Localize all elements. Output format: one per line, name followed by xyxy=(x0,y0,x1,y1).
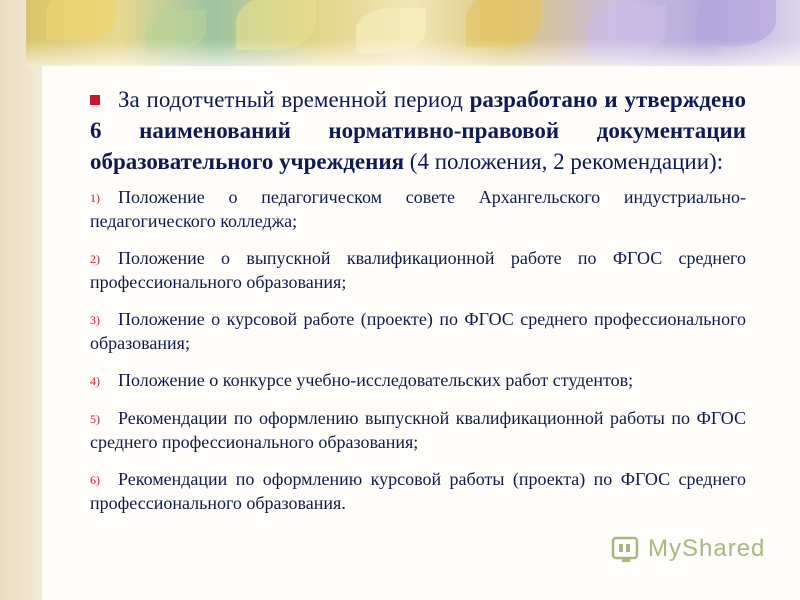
watermark-text: MyShared xyxy=(648,535,766,562)
header-banner xyxy=(26,0,800,66)
list-item xyxy=(90,468,746,515)
list-item-text: Рекомендации по оформлению выпускной квалификационной работы по ФГОС среднего профессионального образования; xyxy=(90,408,746,452)
list-item-text: Положение о конкурсе учебно-исследовательских работ студентов; xyxy=(118,370,634,390)
intro-text-part1: За подотчетный временной период xyxy=(118,87,470,112)
list-item xyxy=(90,308,746,355)
list-item-text: Положение о педагогическом совете Архангельского индустриально-педагогического колледжа; xyxy=(90,187,746,231)
list-item xyxy=(90,247,746,294)
document-list xyxy=(90,186,746,515)
myshared-logo-icon xyxy=(610,534,642,564)
intro-text-part2: (4 положения, 2 рекомендации): xyxy=(404,149,724,174)
list-number: 2) xyxy=(90,252,100,266)
intro-paragraph xyxy=(90,84,746,177)
banner-fade xyxy=(26,0,800,66)
slide-content xyxy=(90,84,746,529)
left-decor-strip xyxy=(0,0,42,600)
list-number: 5) xyxy=(90,412,100,426)
list-item-text: Положение о выпускной квалификационной работе по ФГОС среднего профессионального образования; xyxy=(90,248,746,292)
intro-text-bold: разработано и утверждено 6 наименований нормативно-правовой документации образовательного учреждения xyxy=(90,87,746,174)
list-item xyxy=(90,369,746,393)
list-item-text: Рекомендации по оформлению курсовой работы (проекта) по ФГОС среднего профессионального образования. xyxy=(90,469,746,513)
square-bullet-icon xyxy=(90,95,100,105)
myshared-watermark xyxy=(610,534,766,564)
list-number: 6) xyxy=(90,473,100,487)
list-item xyxy=(90,186,746,233)
list-item-text: Положение о курсовой работе (проекте) по ФГОС среднего профессионального образования; xyxy=(90,309,746,353)
list-number: 3) xyxy=(90,313,100,327)
list-item xyxy=(90,407,746,454)
list-number: 1) xyxy=(90,191,100,205)
list-number: 4) xyxy=(90,374,100,388)
